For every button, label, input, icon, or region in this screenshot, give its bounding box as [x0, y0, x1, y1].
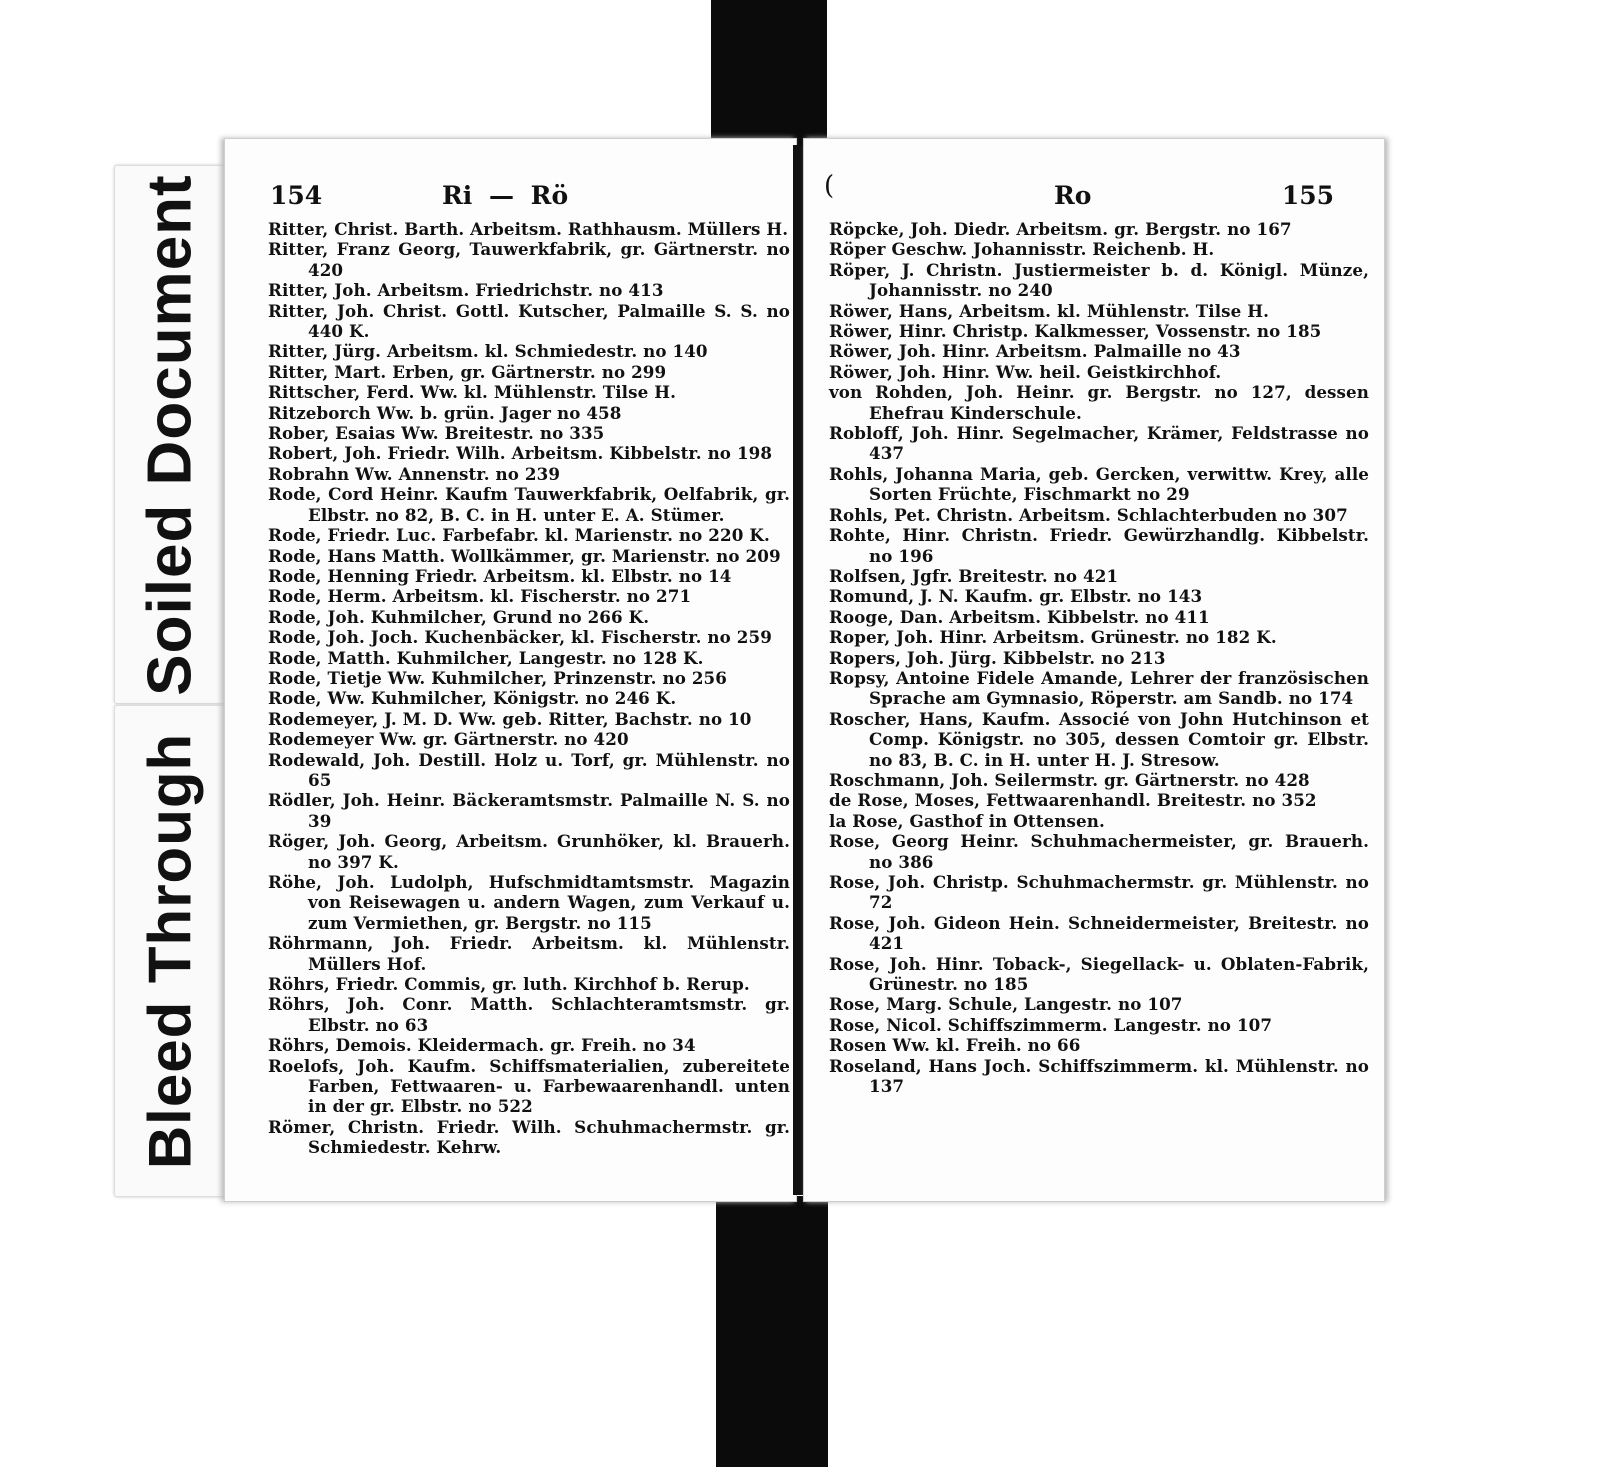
directory-entry: Rode, Ww. Kuhmilcher, Königstr. no 246 K.: [268, 688, 677, 709]
directory-entry: de Rose, Moses, Fettwaarenhandl. Breitestr. no 352: [829, 790, 1317, 811]
directory-entry: Rooge, Dan. Arbeitsm. Kibbelstr. no 411: [829, 606, 1210, 627]
directory-entry: Roschmann, Joh. Seilermstr. gr. Gärtnerstr. no 428: [829, 769, 1310, 790]
left-page-header: Ri — Rö: [442, 181, 569, 210]
directory-entry: Ritter, Joh. Arbeitsm. Friedrichstr. no 413: [268, 280, 664, 301]
directory-entry: Röhrs, Friedr. Commis, gr. luth. Kirchhof b. Rerup.: [268, 974, 750, 995]
directory-entry: Robrahn Ww. Annenstr. no 239: [268, 463, 561, 484]
directory-entry: Röwer, Joh. Hinr. Ww. heil. Geistkirchhof.: [829, 361, 1222, 382]
directory-entry: Rohls, Johanna Maria, geb. Gercken, verwittw. Krey, alle Sorten Früchte, Fischmarkt no 29: [829, 463, 1369, 505]
directory-entry: Röpcke, Joh. Diedr. Arbeitsm. gr. Bergstr. no 167: [829, 219, 1292, 239]
soiled-document-label: Soiled Document: [135, 173, 205, 696]
directory-entry: Rode, Tietje Ww. Kuhmilcher, Prinzenstr. no 256: [268, 667, 727, 688]
directory-entry: Rode, Hans Matth. Wollkämmer, gr. Marienstr. no 209: [268, 545, 781, 566]
directory-entry: Roper, Joh. Hinr. Arbeitsm. Grünestr. no 182 K.: [829, 627, 1277, 648]
directory-entry: Roelofs, Joh. Kaufm. Schiffsmaterialien, zubereitete Farben, Fettwaaren- u. Farbewaarenhandl. unten in der gr. Elbstr. no 522: [268, 1055, 790, 1117]
directory-entry: Romund, J. N. Kaufm. gr. Elbstr. no 143: [829, 586, 1203, 607]
directory-entry: Rode, Herm. Arbeitsm. kl. Fischerstr. no 271: [268, 586, 692, 607]
directory-entry: Ritter, Christ. Barth. Arbeitsm. Rathhausm. Müllers H.: [268, 219, 789, 239]
directory-entry: Rode, Matth. Kuhmilcher, Langestr. no 128 K.: [268, 647, 704, 668]
directory-entry: Rolfsen, Jgfr. Breitestr. no 421: [829, 565, 1119, 586]
directory-entry: Rodewald, Joh. Destill. Holz u. Torf, gr. Mühlenstr. no 65: [268, 749, 790, 790]
directory-entry: Rittscher, Ferd. Ww. kl. Mühlenstr. Tilse H.: [268, 382, 677, 403]
page-gutter: [793, 145, 803, 1195]
directory-entry: Rode, Friedr. Luc. Farbefabr. kl. Marienstr. no 220 K.: [268, 525, 770, 546]
directory-entry: Ritter, Mart. Erben, gr. Gärtnerstr. no 299: [268, 361, 667, 382]
directory-entry: Röper, J. Christn. Justiermeister b. d. Königl. Münze, Johannisstr. no 240: [829, 259, 1369, 301]
directory-entry: Rohte, Hinr. Christn. Friedr. Gewürzhandlg. Kibbelstr. no 196: [829, 525, 1369, 566]
directory-entry: Rose, Georg Heinr. Schuhmachermeister, gr. Brauerh. no 386: [829, 831, 1369, 872]
directory-entry: Rode, Henning Friedr. Arbeitsm. kl. Elbstr. no 14: [268, 565, 732, 586]
book-spine-top: [711, 0, 827, 148]
directory-entry: Rodemeyer, J. M. D. Ww. geb. Ritter, Bachstr. no 10: [268, 708, 752, 729]
directory-entry: Röhrs, Demois. Kleidermach. gr. Freih. no 34: [268, 1035, 696, 1056]
bleed-through-tab: [114, 705, 226, 1197]
directory-entry: Röper Geschw. Johannisstr. Reichenb. H.: [829, 239, 1215, 260]
right-entry-list: [829, 219, 1369, 1096]
directory-entry: Röger, Joh. Georg, Arbeitsm. Grunhöker, kl. Brauerh. no 397 K.: [268, 831, 790, 872]
directory-entry: von Rohden, Joh. Heinr. gr. Bergstr. no 127, dessen Ehefrau Kinderschule.: [829, 382, 1369, 423]
directory-entry: Ritzeborch Ww. b. grün. Jager no 458: [268, 402, 622, 423]
left-page: [224, 138, 797, 1202]
directory-entry: Rode, Joh. Joch. Kuchenbäcker, kl. Fischerstr. no 259: [268, 627, 772, 648]
right-page: [803, 138, 1385, 1202]
directory-entry: Rober, Esaias Ww. Breitestr. no 335: [268, 423, 605, 444]
directory-entry: Rode, Cord Heinr. Kaufm Tauwerkfabrik, Oelfabrik, gr. Elbstr. no 82, B. C. in H. unter E. A. Stümer.: [268, 484, 790, 525]
right-page-number: 155: [1281, 181, 1334, 210]
directory-entry: Rödler, Joh. Heinr. Bäckeramtsmstr. Palmaille N. S. no 39: [268, 790, 790, 831]
right-page-mark: (: [824, 171, 835, 201]
directory-entry: Ritter, Joh. Christ. Gottl. Kutscher, Palmaille S. S. no 440 K.: [268, 300, 790, 342]
directory-entry: Römer, Christn. Friedr. Wilh. Schuhmachermstr. gr. Schmiedestr. Kehrw.: [268, 1116, 790, 1158]
left-page-number: 154: [270, 181, 323, 210]
directory-entry: Robert, Joh. Friedr. Wilh. Arbeitsm. Kibbelstr. no 198: [268, 443, 773, 464]
directory-entry: Rode, Joh. Kuhmilcher, Grund no 266 K.: [268, 606, 650, 627]
directory-entry: Roscher, Hans, Kaufm. Associé von John Hutchinson et Comp. Königstr. no 305, dessen Comtoir gr. Elbstr. no 83, B. C. in H. unter H. J. Stresow.: [829, 708, 1369, 770]
directory-entry: Röwer, Hans, Arbeitsm. kl. Mühlenstr. Tilse H.: [829, 300, 1270, 321]
directory-entry: Ritter, Franz Georg, Tauwerkfabrik, gr. Gärtnerstr. no 420: [268, 239, 790, 280]
directory-entry: Ropers, Joh. Jürg. Kibbelstr. no 213: [829, 647, 1166, 668]
directory-entry: Ropsy, Antoine Fidele Amande, Lehrer der französischen Sprache am Gymnasio, Röperstr. am Sandb. no 174: [829, 667, 1369, 709]
directory-entry: Rosen Ww. kl. Freih. no 66: [829, 1035, 1081, 1056]
directory-entry: Rose, Joh. Christp. Schuhmachermstr. gr. Mühlenstr. no 72: [829, 872, 1369, 913]
directory-entry: Rose, Marg. Schule, Langestr. no 107: [829, 994, 1183, 1015]
directory-entry: Robloff, Joh. Hinr. Segelmacher, Krämer, Feldstrasse no 437: [829, 423, 1369, 464]
directory-entry: Röhe, Joh. Ludolph, Hufschmidtamtsmstr. Magazin von Reisewagen u. andern Wagen, zum Verkauf u. zum Vermiethen, gr. Bergstr. no 115: [268, 872, 790, 933]
bleed-through-label: Bleed Through: [136, 732, 204, 1170]
directory-entry: Röhrmann, Joh. Friedr. Arbeitsm. kl. Mühlenstr. Müllers Hof.: [268, 933, 790, 974]
directory-entry: Rose, Nicol. Schiffszimmerm. Langestr. no 107: [829, 1014, 1273, 1035]
directory-entry: Rose, Joh. Gideon Hein. Schneidermeister, Breitestr. no 421: [829, 912, 1369, 954]
directory-entry: Rohls, Pet. Christn. Arbeitsm. Schlachterbuden no 307: [829, 504, 1348, 525]
left-entry-list: [268, 219, 790, 1158]
directory-entry: la Rose, Gasthof in Ottensen.: [829, 810, 1105, 831]
soiled-document-tab: [114, 165, 226, 704]
directory-entry: Röhrs, Joh. Conr. Matth. Schlachteramtsmstr. gr. Elbstr. no 63: [268, 994, 790, 1035]
directory-entry: Rodemeyer Ww. gr. Gärtnerstr. no 420: [268, 729, 629, 750]
book-spine-bottom: [716, 1196, 828, 1467]
directory-entry: Roseland, Hans Joch. Schiffszimmerm. kl. Mühlenstr. no 137: [829, 1055, 1369, 1097]
directory-entry: Ritter, Jürg. Arbeitsm. kl. Schmiedestr. no 140: [268, 341, 708, 362]
directory-entry: Rose, Joh. Hinr. Toback-, Siegellack- u. Oblaten-Fabrik, Grünestr. no 185: [829, 953, 1369, 995]
directory-entry: Röwer, Hinr. Christp. Kalkmesser, Vossenstr. no 185: [829, 321, 1322, 342]
directory-entry: Röwer, Joh. Hinr. Arbeitsm. Palmaille no 43: [829, 341, 1241, 362]
right-page-header: Ro: [1054, 181, 1092, 210]
